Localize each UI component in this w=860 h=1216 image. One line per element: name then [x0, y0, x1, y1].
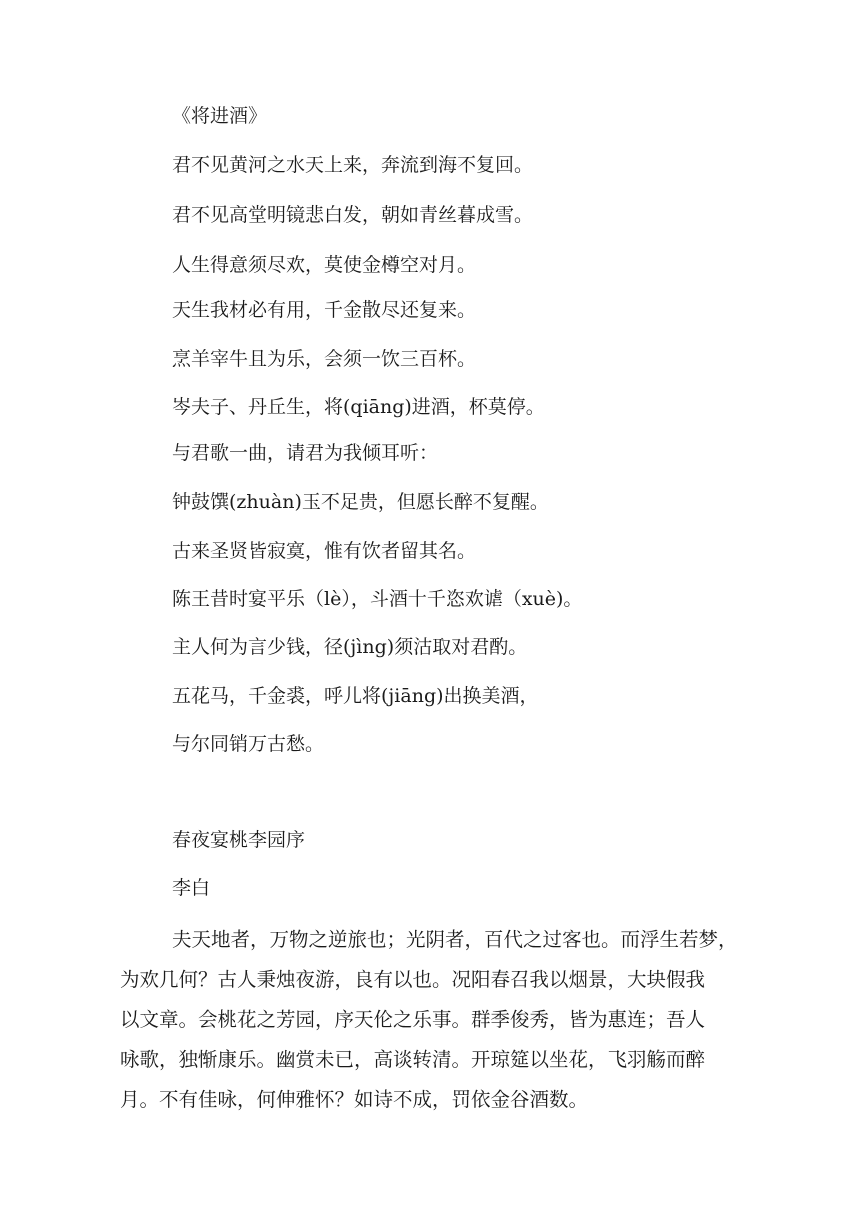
- essay-line: 以文章。会桃花之芳园，序天伦之乐事。群季俊秀，皆为惠连；吾人: [120, 1008, 706, 1031]
- essay-line: 为欢几何？古人秉烛夜游，良有以也。况阳春召我以烟景，大块假我: [120, 968, 706, 991]
- essay-paragraph: [120, 920, 744, 1120]
- poem-line: 陈王昔时宴平乐（lè），斗酒十千恣欢谑（xuè)。: [172, 588, 583, 610]
- poem-line: 岑夫子、丹丘生，将(qiāng)进酒，杯莫停。: [172, 396, 545, 418]
- poem-line: 与尔同销万古愁。: [172, 733, 325, 755]
- essay-author: 李白: [172, 877, 211, 899]
- poem-title: 《将进酒》: [172, 105, 268, 127]
- poem-line: 与君歌一曲，请君为我倾耳听：: [172, 442, 439, 464]
- poem-line: 五花马，千金裘，呼儿将(jiāng)出换美酒，: [172, 685, 539, 707]
- poem-line: 古来圣贤皆寂寞，惟有饮者留其名。: [172, 540, 477, 562]
- poem-line: 烹羊宰牛且为乐，会须一饮三百杯。: [172, 348, 477, 370]
- essay-line: 月。不有佳咏，何伸雅怀？如诗不成，罚依金谷酒数。: [120, 1088, 589, 1111]
- poem-line: 钟鼓馔(zhuàn)玉不足贵，但愿长醉不复醒。: [172, 491, 549, 513]
- poem-line: 君不见高堂明镜悲白发，朝如青丝暮成雪。: [172, 204, 534, 226]
- essay-line: 夫天地者，万物之逆旅也；光阴者，百代之过客也。而浮生若梦，: [172, 928, 738, 951]
- poem-line: 人生得意须尽欢，莫使金樽空对月。: [172, 254, 477, 276]
- poem-line: 主人何为言少钱，径(jìng)须沽取对君酌。: [172, 636, 528, 658]
- essay-line: 咏歌，独惭康乐。幽赏未已，高谈转清。开琼筵以坐花，飞羽觞而醉: [120, 1048, 706, 1071]
- poem-line: 君不见黄河之水天上来，奔流到海不复回。: [172, 154, 534, 176]
- essay-title: 春夜宴桃李园序: [172, 829, 306, 851]
- poem-line: 天生我材必有用，千金散尽还复来。: [172, 299, 477, 321]
